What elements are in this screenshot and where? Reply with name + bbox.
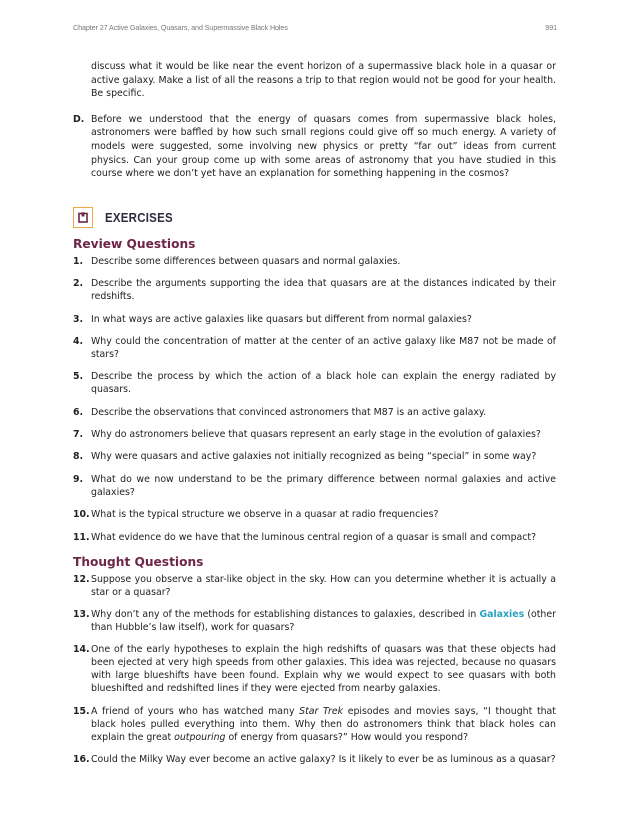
question-text: Describe the process by which the action of a black hole can explain the energy radiated by quasars. bbox=[91, 371, 556, 396]
question-text: In what ways are active galaxies like quasars but different from normal galaxies? bbox=[91, 313, 472, 325]
italic-title: Star Trek bbox=[299, 705, 344, 717]
question-text: Could the Milky Way ever become an active galaxy? Is it likely to ever be as luminous as a quasar? bbox=[91, 754, 556, 766]
question-item bbox=[73, 428, 556, 441]
question-item bbox=[73, 705, 556, 744]
question-number: 16. bbox=[73, 754, 90, 766]
question-number: 13. bbox=[73, 609, 90, 621]
question-text bbox=[91, 608, 556, 634]
lettered-item-d bbox=[73, 113, 556, 181]
text-segment: Why don’t any of the methods for establishing distances to galaxies, described in bbox=[91, 609, 480, 621]
question-number: 8. bbox=[73, 451, 84, 463]
question-number: 9. bbox=[73, 473, 84, 485]
galaxies-link[interactable]: Galaxies bbox=[479, 609, 525, 621]
question-item bbox=[73, 573, 556, 599]
question-text: Describe some differences between quasars and normal galaxies. bbox=[91, 255, 401, 267]
question-item bbox=[73, 370, 556, 396]
question-text: Why were quasars and active galaxies not initially recognized as being “special” in some way? bbox=[91, 451, 537, 463]
question-number: 1. bbox=[73, 255, 84, 267]
text-segment: A friend of yours who has watched many bbox=[91, 705, 300, 717]
page-content bbox=[73, 60, 556, 766]
question-text: One of the early hypotheses to explain the high redshifts of quasars was that these objects had been ejected at very high speeds from other galaxies. This idea was rejected, because no quasars with large blueshifts have been found. Explain why we would expect to see quasars with both blueshifted and redshifted lines if they were ejected from nearby galaxies. bbox=[91, 644, 556, 695]
exercises-title: EXERCISES bbox=[105, 209, 173, 225]
question-text: Why could the concentration of matter at the center of an active galaxy like M87 not be made of stars? bbox=[91, 335, 556, 360]
question-item bbox=[73, 608, 556, 634]
clipboard-icon bbox=[73, 207, 93, 228]
question-item bbox=[73, 508, 556, 521]
question-item bbox=[73, 255, 556, 268]
review-questions-title: Review Questions bbox=[73, 236, 196, 251]
review-questions-list bbox=[73, 255, 556, 544]
thought-questions-title: Thought Questions bbox=[73, 554, 204, 569]
question-number: 2. bbox=[73, 278, 84, 290]
question-item bbox=[73, 277, 556, 303]
exercises-header bbox=[73, 207, 556, 228]
question-item bbox=[73, 450, 556, 463]
running-header bbox=[73, 23, 557, 32]
item-label: D. bbox=[73, 113, 85, 125]
text-segment: (other than Hubble’s law itself), work for quasars? bbox=[91, 609, 556, 634]
question-item bbox=[73, 753, 556, 766]
thought-questions-list bbox=[73, 573, 556, 767]
question-number: 7. bbox=[73, 429, 84, 441]
question-text: What is the typical structure we observe in a quasar at radio frequencies? bbox=[91, 509, 439, 521]
question-text: Describe the arguments supporting the idea that quasars are at the distances indicated by their redshifts. bbox=[91, 278, 556, 303]
item-text: Before we understood that the energy of quasars comes from supermassive black holes, astronomers were baffled by how such small regions could give off so much energy. A variety of models were suggested, some involving new physics or pretty “far out” ideas from current physics. Can your group come up with some areas of astronomy that you have studied in this course where we don’t yet have an explanation for something happening in the cosmos? bbox=[91, 113, 556, 180]
question-number: 3. bbox=[73, 313, 84, 325]
question-text: Why do astronomers believe that quasars represent an early stage in the evolution of galaxies? bbox=[91, 429, 541, 441]
chapter-title: Chapter 27 Active Galaxies, Quasars, and Supermassive Black Holes bbox=[73, 23, 288, 32]
page-number: 991 bbox=[545, 23, 557, 32]
question-number: 5. bbox=[73, 371, 84, 383]
question-number: 14. bbox=[73, 644, 90, 656]
question-text: Suppose you observe a star-like object in the sky. How can you determine whether it is actually a star or a quasar? bbox=[91, 573, 556, 598]
text-segment: of energy from quasars?” How would you respond? bbox=[225, 731, 469, 743]
question-item bbox=[73, 531, 556, 544]
question-item bbox=[73, 643, 556, 695]
question-item bbox=[73, 335, 556, 361]
question-item bbox=[73, 406, 556, 419]
text-segment: episodes and movies says, “I thought that black holes pulled everything into them. Why then do astronomers think that black holes can explain the great bbox=[91, 705, 556, 743]
question-number: 12. bbox=[73, 573, 90, 585]
question-item bbox=[73, 313, 556, 326]
question-text: What evidence do we have that the luminous central region of a quasar is small and compact? bbox=[91, 531, 537, 543]
question-number: 4. bbox=[73, 335, 84, 347]
question-number: 6. bbox=[73, 406, 84, 418]
question-number: 11. bbox=[73, 531, 90, 543]
question-number: 15. bbox=[73, 705, 90, 717]
italic-emphasis: outpouring bbox=[174, 731, 226, 743]
question-item bbox=[73, 473, 556, 499]
question-number: 10. bbox=[73, 509, 90, 521]
question-text bbox=[91, 705, 556, 744]
question-text: What do we now understand to be the primary difference between normal galaxies and active galaxies? bbox=[91, 473, 556, 498]
question-text: Describe the observations that convinced astronomers that M87 is an active galaxy. bbox=[91, 406, 487, 418]
continued-paragraph: discuss what it would be like near the event horizon of a supermassive black hole in a quasar or active galaxy. Make a list of all the reasons a trip to that region would not be good for your health. Be specific. bbox=[91, 61, 556, 100]
